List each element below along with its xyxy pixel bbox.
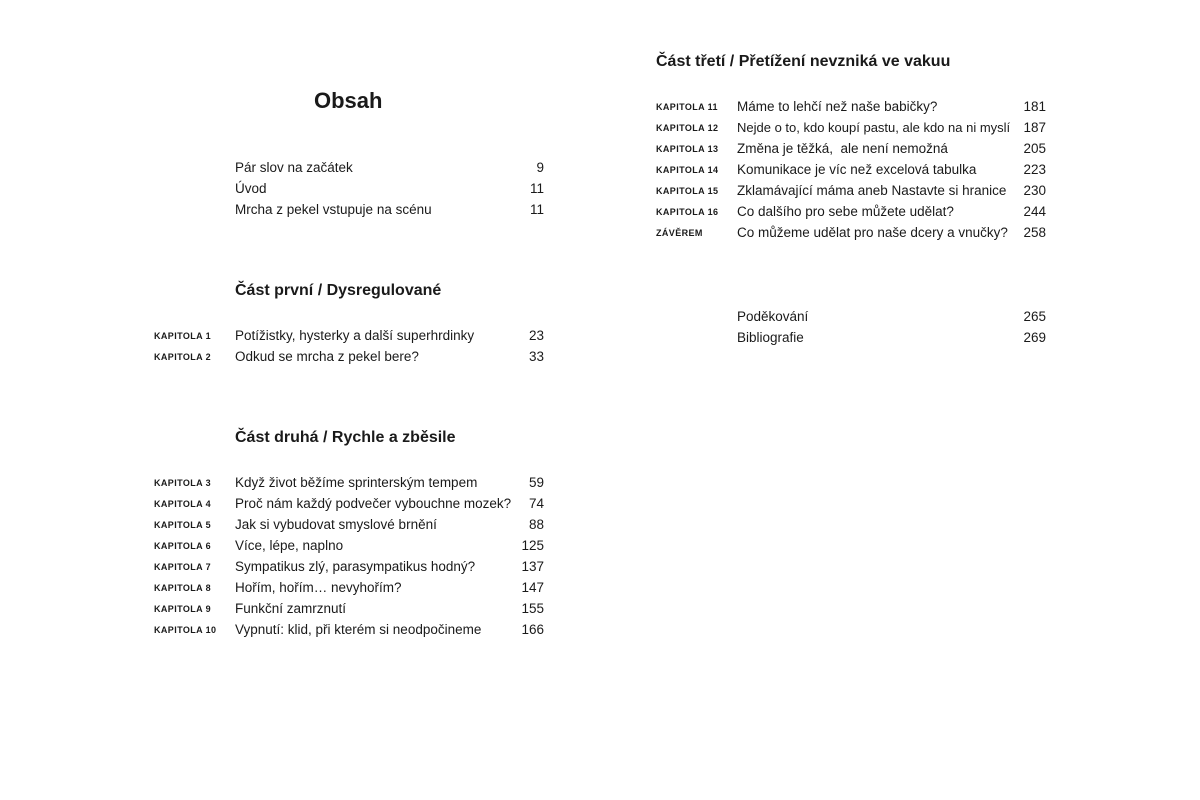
toc-page-number: 258 <box>1023 225 1046 240</box>
toc-entry-title: Komunikace je víc než excelová tabulka <box>737 162 977 177</box>
toc-page-number: 223 <box>1023 162 1046 177</box>
chapter-label: KAPITOLA 11 <box>656 102 718 112</box>
part-heading: Část druhá / Rychle a zběsile <box>235 429 456 446</box>
toc-entry-title: Funkční zamrznutí <box>235 601 347 616</box>
toc-entry-title: Nejde o to, kdo koupí pastu, ale kdo na ni myslí <box>737 120 1011 135</box>
chapter-label: KAPITOLA 8 <box>154 583 212 593</box>
toc-entry-title: Když život běžíme sprinterským tempem <box>235 475 478 490</box>
chapter-label: KAPITOLA 12 <box>656 123 719 133</box>
toc-page-number: 9 <box>536 160 544 175</box>
chapter-label: KAPITOLA 1 <box>154 331 212 341</box>
toc-row[interactable] <box>656 327 1048 348</box>
toc-row[interactable] <box>154 178 546 199</box>
toc-row[interactable] <box>656 201 1048 222</box>
toc-entry-title: Odkud se mrcha z pekel bere? <box>235 349 419 364</box>
chapter-label: KAPITOLA 10 <box>154 625 217 635</box>
chapter-label: KAPITOLA 5 <box>154 520 212 530</box>
toc-row[interactable] <box>154 514 546 535</box>
toc-row[interactable] <box>154 535 546 556</box>
toc-row[interactable] <box>154 346 546 367</box>
toc-entry-title: Více, lépe, naplno <box>235 538 344 553</box>
toc-page-number: 181 <box>1023 99 1046 114</box>
toc-row[interactable] <box>656 222 1048 243</box>
toc-entry-title: Sympatikus zlý, parasympatikus hodný? <box>235 559 476 574</box>
toc-entry-title: Úvod <box>235 181 267 196</box>
chapter-label: KAPITOLA 15 <box>656 186 719 196</box>
toc-row[interactable] <box>656 138 1048 159</box>
toc-entry-title: Vypnutí: klid, při kterém si neodpočineme <box>235 622 482 637</box>
toc-entry-title: Co dalšího pro sebe můžete udělat? <box>737 204 954 219</box>
toc-entry-title: Potížistky, hysterky a další superhrdinky <box>235 328 475 343</box>
toc-page-number: 265 <box>1023 309 1046 324</box>
toc-entry-title: Hořím, hořím… nevyhořím? <box>235 580 402 595</box>
toc-entry-title: Co můžeme udělat pro naše dcery a vnučky? <box>737 225 1008 240</box>
chapter-label: KAPITOLA 3 <box>154 478 212 488</box>
toc-row[interactable] <box>656 159 1048 180</box>
toc-page-number: 74 <box>528 496 544 511</box>
chapter-label: KAPITOLA 9 <box>154 604 212 614</box>
toc-page-number: 187 <box>1023 120 1046 135</box>
toc-row[interactable] <box>656 117 1048 138</box>
toc-entry-title: Jak si vybudovat smyslové brnění <box>235 517 437 532</box>
toc-entry-title: Proč nám každý podvečer vybouchne mozek? <box>235 496 512 511</box>
toc-page-number: 269 <box>1023 330 1046 345</box>
toc-row[interactable] <box>154 157 546 178</box>
chapter-label: KAPITOLA 13 <box>656 144 719 154</box>
page-title: Obsah <box>314 88 383 113</box>
toc-page-number: 230 <box>1023 183 1046 198</box>
toc-entry-title: Zklamávající máma aneb Nastavte si hranice <box>737 183 1007 198</box>
toc-row[interactable] <box>656 96 1048 117</box>
part2-chapter-list <box>154 472 546 640</box>
toc-page-number: 166 <box>521 622 544 637</box>
toc-row[interactable] <box>154 493 546 514</box>
toc-row[interactable] <box>154 199 546 220</box>
toc-row[interactable] <box>154 577 546 598</box>
toc-page-number: 244 <box>1023 204 1046 219</box>
toc-entry-title: Pár slov na začátek <box>235 160 353 175</box>
part-heading: Část první / Dysregulované <box>235 282 442 299</box>
toc-row[interactable] <box>154 598 546 619</box>
toc-page-number: 23 <box>528 328 544 343</box>
chapter-label: KAPITOLA 6 <box>154 541 212 551</box>
toc-row[interactable] <box>154 472 546 493</box>
chapter-label: KAPITOLA 16 <box>656 207 719 217</box>
part-heading: Část třetí / Přetížení nevzniká ve vakuu <box>656 53 951 70</box>
toc-row[interactable] <box>656 306 1048 327</box>
backmatter-list <box>656 306 1048 348</box>
toc-entry-title: Máme to lehčí než naše babičky? <box>737 99 938 114</box>
chapter-label: ZÁVĚREM <box>656 228 703 238</box>
toc-entry-title: Mrcha z pekel vstupuje na scénu <box>235 202 432 217</box>
toc-page-number: 147 <box>521 580 544 595</box>
toc-page-number: 33 <box>528 349 544 364</box>
part1-chapter-list <box>154 325 546 367</box>
chapter-label: KAPITOLA 14 <box>656 165 719 175</box>
toc-page-number: 11 <box>529 202 544 217</box>
toc-entry-title: Bibliografie <box>737 330 804 345</box>
toc-row[interactable] <box>154 619 546 640</box>
toc-page-number: 125 <box>521 538 544 553</box>
chapter-label: KAPITOLA 7 <box>154 562 212 572</box>
toc-row[interactable] <box>154 556 546 577</box>
toc-page-number: 155 <box>521 601 544 616</box>
toc-entry-title: Poděkování <box>737 309 809 324</box>
chapter-label: KAPITOLA 4 <box>154 499 212 509</box>
toc-page-number: 11 <box>529 181 544 196</box>
intro-list <box>154 157 546 220</box>
toc-page-number: 59 <box>528 475 544 490</box>
toc-row[interactable] <box>154 325 546 346</box>
toc-entry-title: Změna je těžká, ale není nemožná <box>737 141 948 156</box>
part3-chapter-list <box>656 96 1048 243</box>
toc-page-number: 205 <box>1023 141 1046 156</box>
toc-row[interactable] <box>656 180 1048 201</box>
toc-page-number: 88 <box>528 517 544 532</box>
toc-page-number: 137 <box>521 559 544 574</box>
chapter-label: KAPITOLA 2 <box>154 352 212 362</box>
